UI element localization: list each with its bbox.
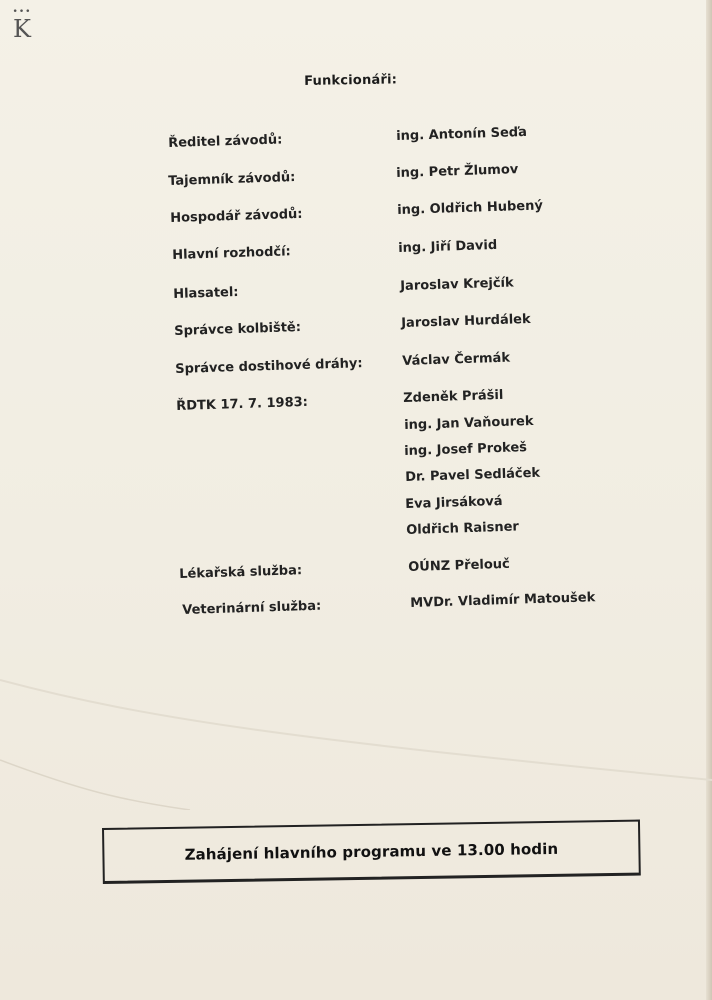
official-label: Hospodář závodů: <box>170 206 303 226</box>
k-letter-icon: K <box>13 15 31 43</box>
official-name: Oldřich Raisner <box>406 519 520 538</box>
official-label: Správce dostihové dráhy: <box>175 356 363 377</box>
official-name: Václav Čermák <box>402 350 511 369</box>
official-name: Eva Jirsáková <box>405 493 503 512</box>
official-name: OÚNZ Přelouč <box>408 556 510 575</box>
official-name: Zdeněk Prášil <box>403 387 504 406</box>
official-label: Tajemník závodů: <box>168 170 296 189</box>
page-edge-shadow <box>706 0 712 1000</box>
official-label: Hlavní rozhodčí: <box>172 244 292 263</box>
official-name: ing. Petr Žlumov <box>396 162 519 181</box>
official-name: ing. Josef Prokeš <box>404 440 528 459</box>
banner-text: Zahájení hlavního programu ve 13.00 hodin <box>184 839 559 864</box>
official-label: Správce kolbiště: <box>174 320 302 339</box>
official-label: Hlasatel: <box>173 284 239 302</box>
official-label: Veterinární služba: <box>182 598 322 618</box>
official-name: Jaroslav Krejčík <box>400 275 514 294</box>
official-name: ing. Jan Vaňourek <box>404 413 534 433</box>
official-label: ŘDTK 17. 7. 1983: <box>176 394 309 414</box>
official-name: MVDr. Vladimír Matoušek <box>410 590 596 611</box>
paper-crease <box>0 660 712 810</box>
official-label: Ředitel závodů: <box>168 132 283 151</box>
logo <box>10 8 34 48</box>
official-label: Lékařská služba: <box>179 563 303 582</box>
official-name: Dr. Pavel Sedláček <box>405 465 541 485</box>
official-name: Jaroslav Hurdálek <box>401 311 531 331</box>
official-name: ing. Oldřich Hubený <box>397 198 544 218</box>
official-name: ing. Jiří David <box>398 237 498 256</box>
page-title: Funkcionáři: <box>304 72 398 89</box>
official-name: ing. Antonín Seďa <box>396 124 528 144</box>
program-start-banner <box>102 820 641 884</box>
logo-dots-icon: ••• <box>12 7 32 17</box>
